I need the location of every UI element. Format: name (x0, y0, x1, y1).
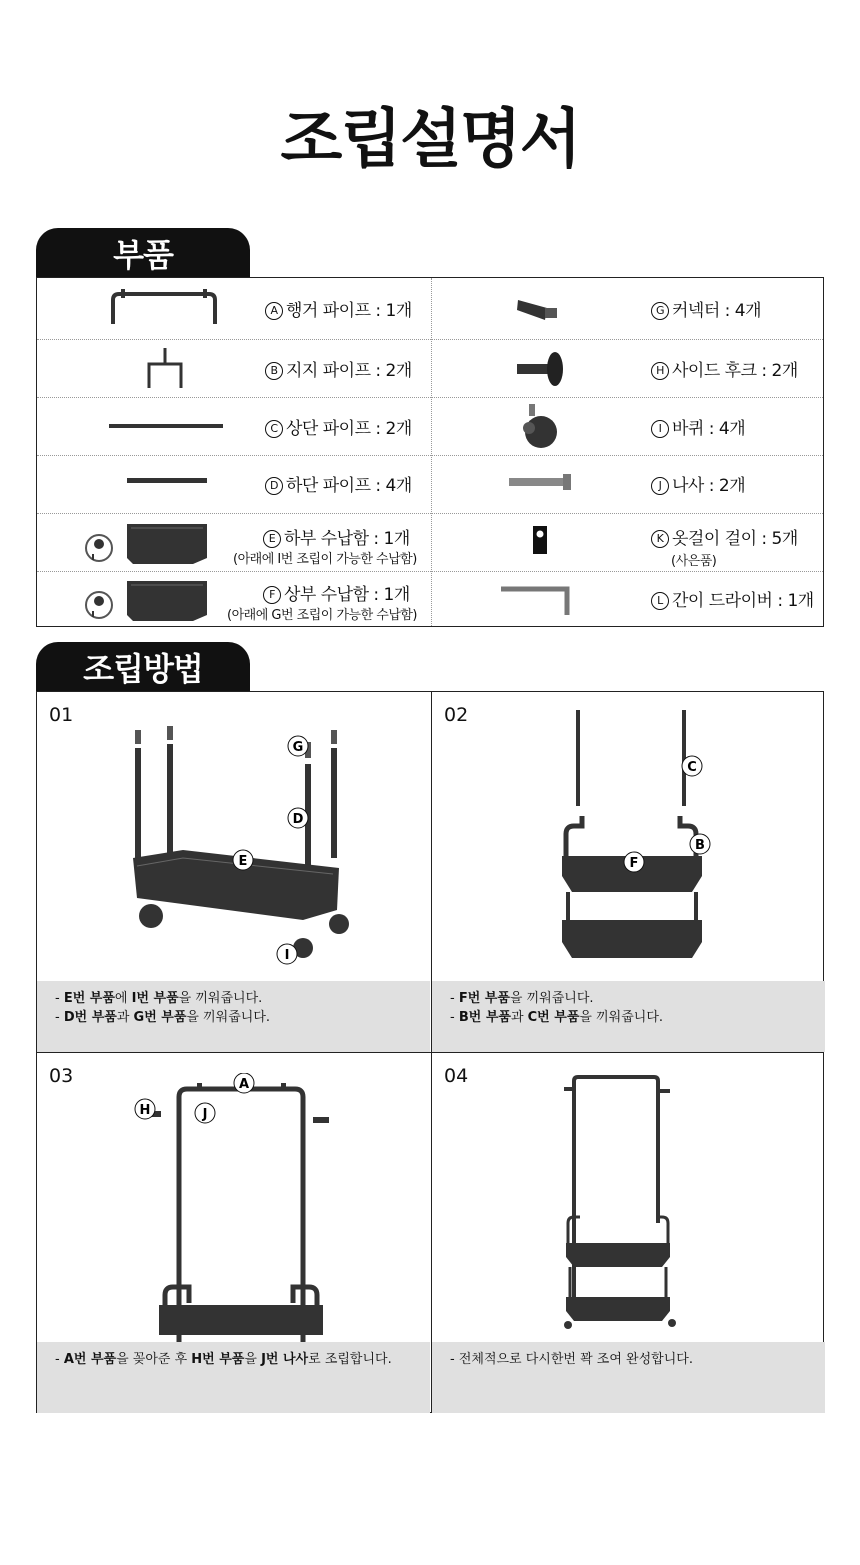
part-label-j: J 나사 : 2개 (651, 471, 745, 496)
parts-tab: 부품 (36, 228, 250, 278)
note-line-2: - B번 부품과 C번 부품을 끼워줍니다. (450, 1010, 664, 1025)
driver-icon (499, 583, 575, 617)
part-label-l: L 간이 드라이버 : 1개 (651, 586, 814, 611)
step-02-label-c: C (687, 760, 697, 775)
step-number: 03 (49, 1065, 74, 1087)
step-number: 04 (444, 1065, 469, 1087)
support-pipe-icon (143, 346, 187, 390)
side-hook-icon (515, 350, 569, 390)
hanger-hook-icon (529, 522, 551, 558)
step-04-note (432, 1342, 825, 1413)
note-line-1: - 전체적으로 다시한번 꽉 조여 완성합니다. (450, 1352, 693, 1367)
wheel-icon (519, 402, 559, 450)
note-line-2: - D번 부품과 G번 부품을 끼워줍니다. (55, 1010, 271, 1025)
part-label-b: B 지지 파이프 : 2개 (265, 356, 412, 381)
step-02-note (432, 981, 825, 1052)
step-02-label-b: B (695, 838, 705, 853)
part-label-a: A 행거 파이프 : 1개 (265, 296, 412, 321)
step-04-illustration (556, 1073, 696, 1329)
step-03-note (37, 1342, 430, 1413)
step-03-label-j: J (202, 1107, 208, 1122)
part-note-f: (아래에 G번 조립이 가능한 수납함) (227, 608, 418, 623)
method-tab: 조립방법 (36, 642, 250, 692)
hanger-pipe-icon (107, 286, 221, 326)
part-label-h: H 사이드 후크 : 2개 (651, 356, 798, 381)
part-label-d: D 하단 파이프 : 4개 (265, 471, 412, 496)
part-code-k: K (651, 530, 669, 548)
part-note-k: (사은품) (671, 554, 717, 569)
part-note-e: (아래에 I번 조립이 가능한 수납함) (233, 552, 417, 567)
step-number: 02 (444, 704, 469, 726)
part-label-g: G 커넥터 : 4개 (651, 296, 761, 321)
steps-grid (36, 691, 824, 1413)
upper-pipe-icon (107, 420, 225, 432)
part-label-k: K 옷걸이 걸이 : 5개 (651, 524, 798, 549)
step-01-label-g: G (292, 740, 304, 755)
part-code-c: C (265, 420, 283, 438)
note-line-1: - F번 부품을 끼워줍니다. (450, 991, 594, 1006)
step-01 (37, 692, 430, 1052)
part-code-b: B (265, 362, 283, 380)
note-line-1: - E번 부품에 I번 부품을 끼워줍니다. (55, 991, 263, 1006)
step-03 (37, 1053, 430, 1413)
step-04 (432, 1053, 825, 1413)
lower-box-icon (83, 518, 213, 568)
part-code-f: F (263, 586, 281, 604)
step-01-label-d: D (292, 812, 304, 827)
upper-box-icon (83, 575, 213, 625)
step-03-label-h: H (139, 1103, 151, 1118)
screw-icon (507, 472, 575, 492)
part-label-i: I 바퀴 : 4개 (651, 414, 745, 439)
step-02-label-f: F (629, 856, 639, 871)
step-02-illustration (542, 706, 742, 972)
parts-table (36, 277, 824, 627)
step-03-label-a: A (238, 1077, 250, 1092)
part-code-g: G (651, 302, 669, 320)
part-label-e: E 하부 수납함 : 1개 (263, 524, 410, 549)
step-01-note (37, 981, 430, 1052)
step-01-illustration (123, 720, 363, 970)
part-code-l: L (651, 592, 669, 610)
part-code-j: J (651, 477, 669, 495)
step-number: 01 (49, 704, 74, 726)
step-03-illustration (127, 1073, 337, 1343)
step-02 (432, 692, 825, 1052)
connector-icon (515, 294, 561, 324)
step-01-label-i: I (284, 948, 290, 963)
part-code-d: D (265, 477, 283, 495)
part-code-e: E (263, 530, 281, 548)
part-code-i: I (651, 420, 669, 438)
note-line-1: - A번 부품을 꽂아준 후 H번 부품을 J번 나사로 조립합니다. (55, 1352, 392, 1367)
part-label-f: F 상부 수납함 : 1개 (263, 580, 410, 605)
step-01-label-e: E (238, 854, 248, 869)
part-code-a: A (265, 302, 283, 320)
part-label-c: C 상단 파이프 : 2개 (265, 414, 412, 439)
page-title: 조립설명서 (280, 103, 580, 177)
part-code-h: H (651, 362, 669, 380)
lower-pipe-icon (125, 476, 209, 486)
